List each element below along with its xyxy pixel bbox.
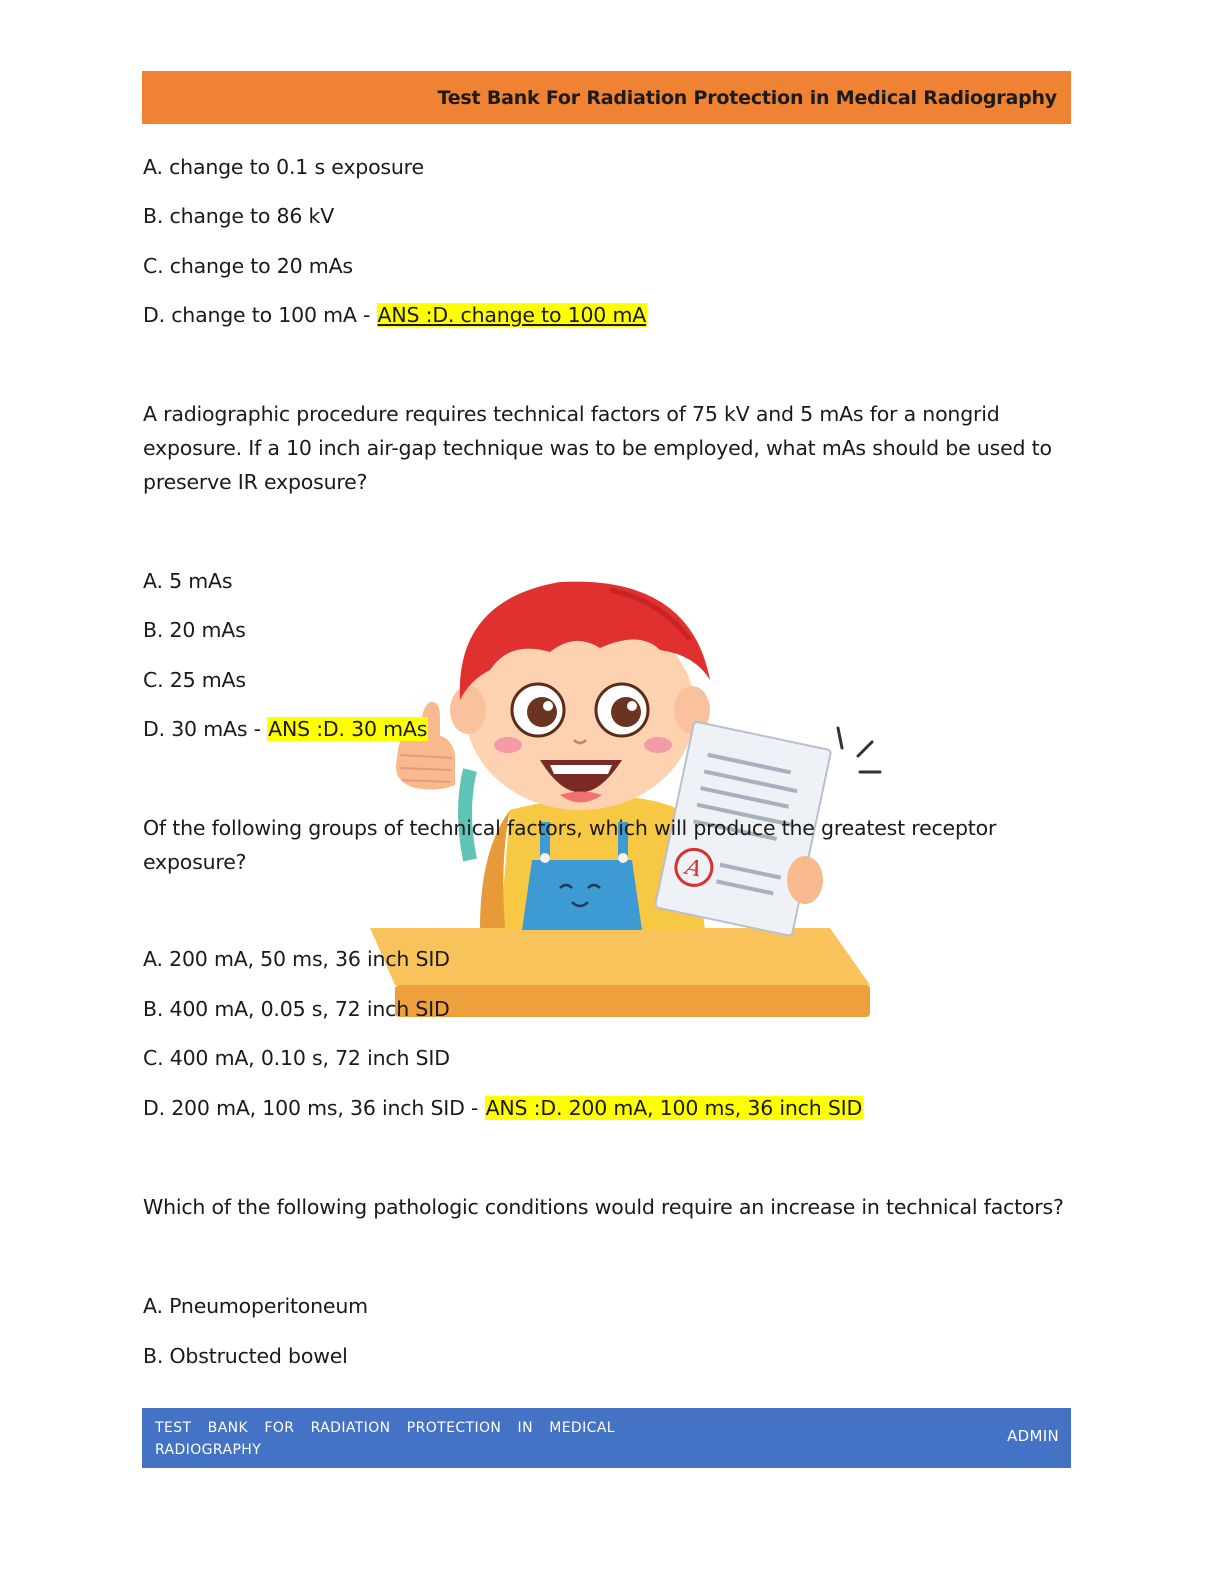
q2-option-d-text: D. 30 mAs - <box>143 717 268 741</box>
q1-option-d <box>143 298 647 332</box>
q2-question: A radiographic procedure requires technical factors of 75 kV and 5 mAs for a nongrid exposure. If a 10 inch air-gap technique was to be employed, what mAs should be used to preserve IR exposure? <box>143 402 1052 494</box>
page-footer <box>142 1408 1071 1468</box>
paper-grade: A <box>683 854 704 883</box>
q3-answer: ANS :D. 200 mA, 100 ms, 36 inch SID <box>485 1096 863 1120</box>
footer-author: ADMIN <box>1007 1427 1059 1445</box>
footer-title: TEST BANK FOR RADIATION PROTECTION IN MEDICAL RADIOGRAPHY <box>155 1420 615 1458</box>
q2-option-c: C. 25 mAs <box>143 668 246 692</box>
q4-option-b: B. Obstructed bowel <box>143 1344 348 1368</box>
q3-option-b: B. 400 mA, 0.05 s, 72 inch SID <box>143 997 450 1021</box>
q2-option-d <box>143 712 428 746</box>
header-title: Test Bank For Radiation Protection in Medical Radiography <box>437 86 1057 109</box>
q1-answer: ANS :D. change to 100 mA <box>377 303 647 327</box>
page-header <box>142 71 1071 124</box>
q1-option-a: A. change to 0.1 s exposure <box>143 155 424 179</box>
q3-option-d-text: D. 200 mA, 100 ms, 36 inch SID - <box>143 1096 485 1120</box>
q4-option-a: A. Pneumoperitoneum <box>143 1294 368 1318</box>
q3-question: Of the following groups of technical factors, which will produce the greatest receptor exposure? <box>143 816 997 874</box>
q1-option-b: B. change to 86 kV <box>143 204 335 228</box>
q3-option-c: C. 400 mA, 0.10 s, 72 inch SID <box>143 1046 450 1070</box>
q3-option-d <box>143 1091 863 1125</box>
q2-option-b: B. 20 mAs <box>143 618 246 642</box>
q4-question: Which of the following pathologic conditions would require an increase in technical factors? <box>143 1195 1064 1219</box>
q1-option-d-text: D. change to 100 mA - <box>143 303 377 327</box>
q2-option-a: A. 5 mAs <box>143 569 233 593</box>
q1-option-c: C. change to 20 mAs <box>143 254 353 278</box>
desk-front <box>395 985 870 1017</box>
q2-answer: ANS :D. 30 mAs <box>268 717 428 741</box>
q3-option-a: A. 200 mA, 50 ms, 36 inch SID <box>143 947 450 971</box>
